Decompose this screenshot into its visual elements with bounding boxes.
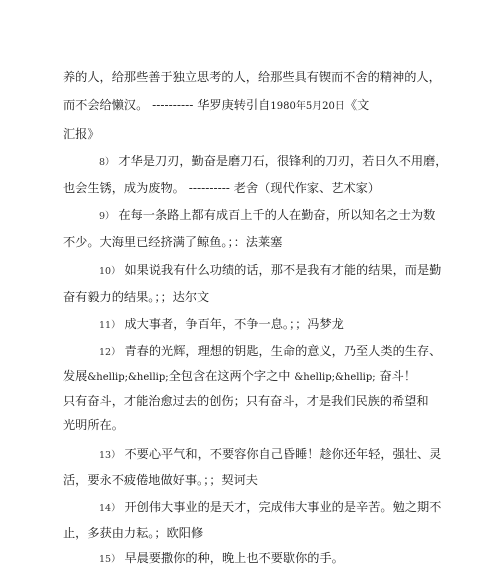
text-line: 只有奋斗，才能治愈过去的创伤；只有奋斗，才是我们民族的希望和	[63, 394, 429, 408]
text-line: 止，多获由力耘。；欧阳修	[63, 526, 204, 540]
quote-text: 成大事者，争百年，不争一息。；；冯梦龙	[124, 317, 344, 331]
text-line	[63, 97, 369, 115]
item-number: 10）	[99, 266, 121, 277]
quote-item	[99, 153, 447, 171]
quote-text: 青春的光辉，理想的钥匙，生命的意义，乃至人类的生存、	[124, 344, 442, 358]
quote-text: 开创伟大事业的是天才，完成伟大事业的是辛苦。勉之期不	[124, 500, 442, 514]
text-segment: 奋斗！	[379, 369, 417, 383]
text-segment: 而不会给懒汉。 ---------- 华罗庚转引自	[63, 98, 271, 112]
text-segment: 发展	[63, 369, 88, 383]
item-number: 8）	[99, 157, 115, 168]
text-line: 养的人，给那些善于独立思考的人，给那些具有锲而不舍的精神的人，	[63, 70, 441, 84]
entity-text: &hellip;&hellip;	[87, 372, 169, 383]
text-segment: 全包含在这两个字之中	[168, 369, 291, 383]
item-number: 11）	[99, 320, 121, 331]
text-line: 也会生锈，成为废物。 ---------- 老舍（现代作家、艺术家）	[63, 181, 381, 195]
quote-text: 如果说我有什么功绩的话，那不是我有才能的结果，而是勤	[124, 263, 442, 277]
quote-item	[99, 262, 441, 280]
quote-item	[99, 316, 344, 334]
quote-item	[99, 550, 344, 568]
item-number: 9）	[99, 211, 115, 222]
quote-text: 不要心平气和，不要容你自己昏睡！趁你还年轻，强壮、灵	[124, 447, 442, 461]
text-line	[63, 368, 416, 386]
text-line: 汇报》	[63, 127, 100, 141]
quote-item	[99, 499, 441, 517]
quote-item	[99, 207, 435, 225]
quote-item	[99, 343, 441, 361]
quote-text: 才华是刀刃，勤奋是磨刀石，很锋利的刀刃，若日久不用磨，	[118, 154, 448, 168]
item-number: 12）	[99, 347, 121, 358]
text-line: 奋有毅力的结果。；；达尔文	[63, 290, 210, 304]
text-line: 活，要永不疲倦地做好事。；；契诃夫	[63, 473, 258, 487]
item-number: 13）	[99, 450, 121, 461]
text-line: 光明所在。	[63, 418, 124, 432]
date-text: 1980年5月20日	[270, 101, 345, 112]
text-segment: 《文	[344, 98, 370, 112]
quote-item	[99, 446, 441, 464]
entity-text: &hellip;&hellip;	[294, 372, 376, 383]
item-number: 15）	[99, 554, 121, 565]
text-line: 不少。大海里已经挤满了鲸鱼。；：法莱塞	[63, 235, 283, 249]
quote-text: 早晨要撒你的种，晚上也不要歇你的手。	[124, 551, 344, 565]
item-number: 14）	[99, 503, 121, 514]
quote-text: 在每一条路上都有成百上千的人在勤奋，所以知名之士为数	[118, 208, 436, 222]
